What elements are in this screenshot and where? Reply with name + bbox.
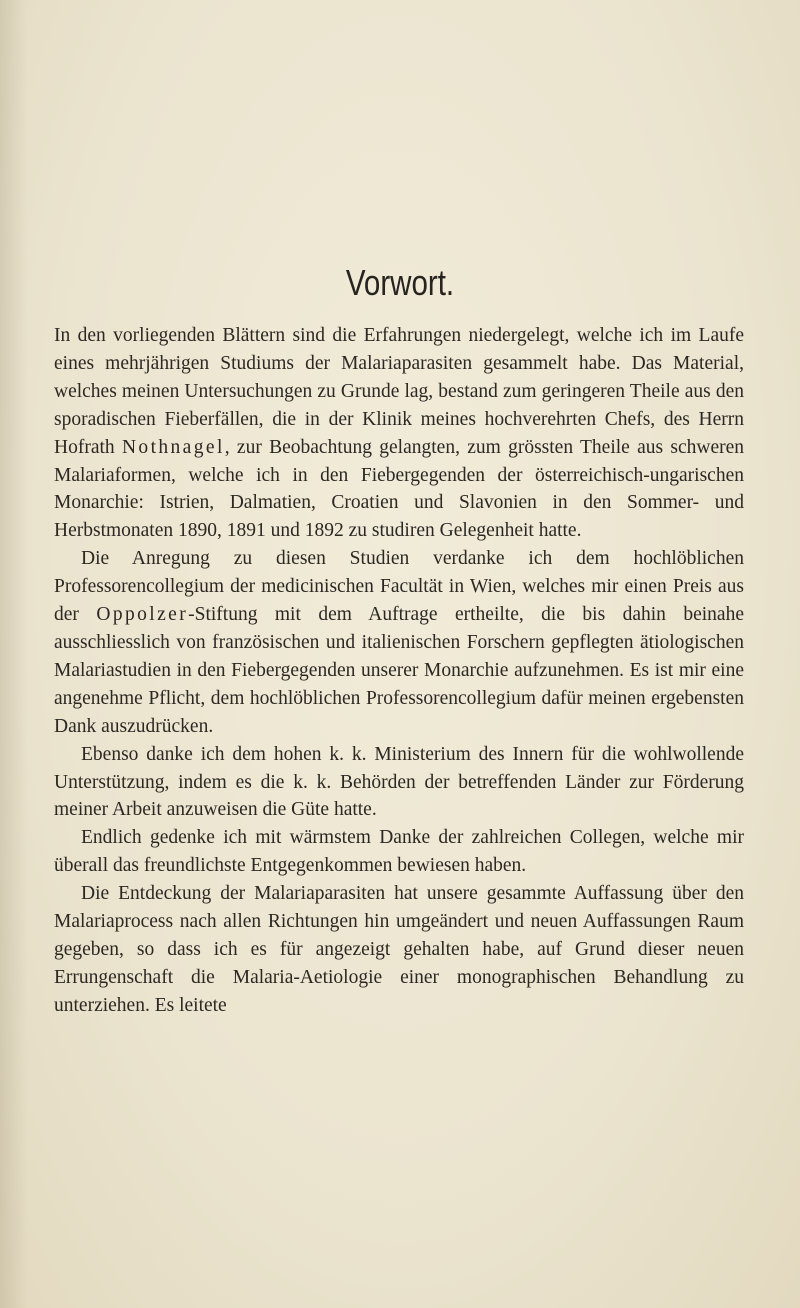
page-edge-shadow (0, 0, 28, 1308)
paragraph-1 (54, 322, 744, 545)
paragraph-1-text-b: , zur Beobachtung gelangten, zum grössten Theile aus schweren Malariaformen, welche ich in den Fiebergegenden der österreichisch-ungarischen Monarchie: Istrien, Dalmatien, Croatien und Slavonien in den Sommer- und Herbstmonaten 1890, 1891 und 1892 zu studiren Gelegenheit hatte. (54, 436, 744, 542)
name-oppolzer: Oppolzer (96, 604, 189, 626)
paragraph-3 (54, 741, 744, 825)
paragraph-2-text-b: -Stiftung mit dem Auftrage ertheilte, die bis dahin beinahe ausschliesslich von französischen und italienischen Forschern gepflegten ätiologischen Malariastudien in den Fiebergegenden unserer Monarchie aufzunehmen. Es ist mir eine angenehme Pflicht, dem hochlöblichen Professorencollegium dafür meinen ergebensten Dank auszudrücken. (54, 604, 744, 737)
paragraph-1-text-a: In den vorliegenden Blättern sind die Erfahrungen niedergelegt, welche ich im Laufe eines mehrjährigen Studiums der Malariaparasiten gesammelt habe. Das Material, welches meinen Untersuchungen zu Grunde lag, bestand zum geringeren Theile aus den sporadischen Fieberfällen, die in der Klinik meines hochverehrten Chefs, des Herrn Hofrath (54, 325, 744, 458)
body-text (54, 322, 744, 1020)
page-title: Vorwort. (345, 262, 455, 303)
paragraph-5-text: Die Entdeckung der Malariaparasiten hat unsere gesammte Auffassung über den Malariaprocess nach allen Richtungen hin umgeändert und neuen Auffassungen Raum gegeben, so dass ich es für angezeigt gehalten habe, auf Grund dieser neuen Errungenschaft die Malaria-Aetiologie einer monographischen Behandlung zu unterziehen. Es leitete (54, 883, 744, 1016)
paragraph-3-text: Ebenso danke ich dem hohen k. k. Ministerium des Innern für die wohlwollende Unterstützung, indem es die k. k. Behörden der betreffenden Länder zur Förderung meiner Arbeit anzuweisen die Güte hatte. (54, 743, 744, 821)
paragraph-4 (54, 824, 744, 880)
paragraph-2-text-a: Die Anregung zu diesen Studien verdanke ich dem hochlöblichen Professorencollegium der medicinischen Facultät in Wien, welches mir einen Preis aus der (54, 548, 744, 626)
paragraph-5 (54, 880, 744, 1020)
paragraph-4-text: Endlich gedenke ich mit wärmstem Danke der zahlreichen Collegen, welche mir überall das freundlichste Entgegenkommen bewiesen haben. (54, 827, 744, 877)
name-nothnagel: Nothnagel (121, 436, 225, 458)
paragraph-2 (54, 545, 744, 740)
